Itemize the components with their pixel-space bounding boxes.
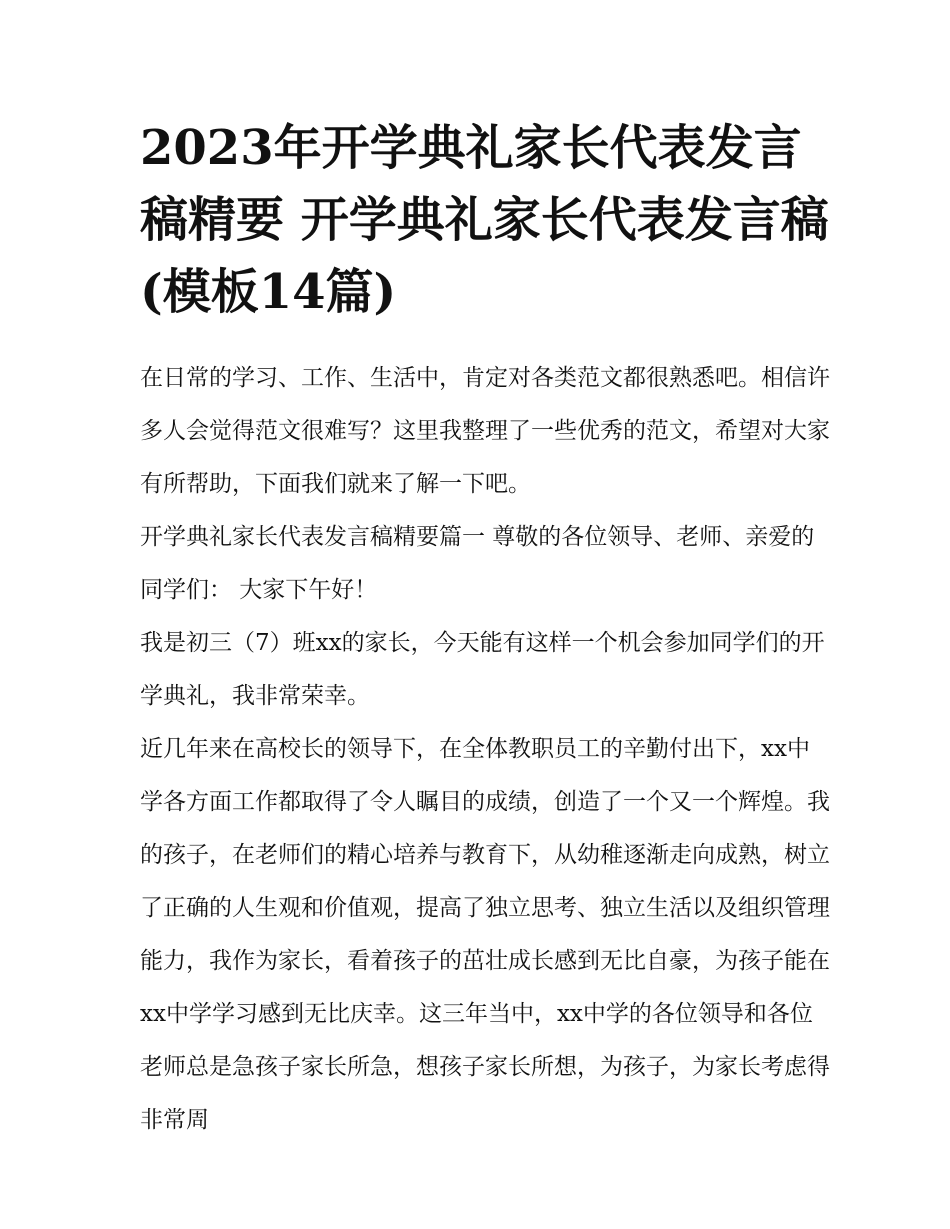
document-body bbox=[140, 352, 830, 1147]
document-title: 2023年开学典礼家长代表发言稿精要 开学典礼家长代表发言稿(模板14篇) bbox=[140, 120, 829, 320]
intro-paragraph: 在日常的学习、工作、生活中，肯定对各类范文都很熟悉吧。相信许多人会觉得范文很难写？这里我整理了一些优秀的范文，希望对大家有所帮助，下面我们就来了解一下吧。 bbox=[140, 365, 830, 497]
speech-heading-paragraph: 开学典礼家长代表发言稿精要篇一 尊敬的各位领导、老师、亲爱的同学们： 大家下午好！ bbox=[140, 524, 815, 603]
speech-body-paragraph: 近几年来在高校长的领导下，在全体教职员工的辛勤付出下，xx中学各方面工作都取得了令人瞩目的成绩，创造了一个又一个辉煌。我的孩子，在老师们的精心培养与教育下，从幼稚逐渐走向成熟，树立了正确的人生观和价值观，提高了独立思考、独立生活以及组织管理能力，我作为家长，看着孩子的茁壮成长感到无比自豪，为孩子能在xx中学学习感到无比庆幸。这三年当中，xx中学的各位领导和各位老师总是急孩子家长所急，想孩子家长所想，为孩子，为家长考虑得非常周 bbox=[140, 736, 830, 1133]
speech-opening-paragraph: 我是初三（7）班xx的家长，今天能有这样一个机会参加同学们的开学典礼，我非常荣幸。 bbox=[140, 630, 825, 709]
